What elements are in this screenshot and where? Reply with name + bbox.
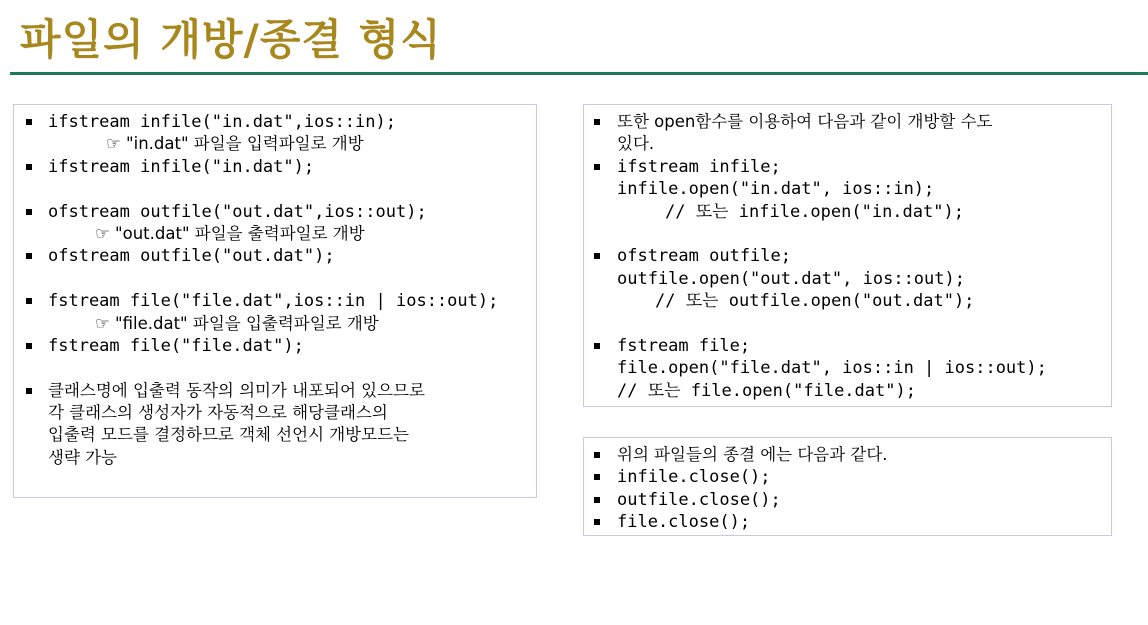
code-comment-text: // 또는 outfile.open("out.dat"); bbox=[655, 291, 975, 312]
bullet-icon bbox=[594, 343, 600, 349]
code-line bbox=[584, 268, 1111, 290]
bullet-icon bbox=[26, 388, 32, 394]
code-comment-text: // 또는 infile.open("in.dat"); bbox=[665, 201, 964, 222]
list-item bbox=[584, 444, 1111, 466]
code-line: ofstream outfile("out.dat",ios::out); bbox=[48, 201, 427, 222]
list-item bbox=[584, 111, 1111, 133]
list-item bbox=[14, 111, 536, 133]
desc-line-text: 생략 가능 bbox=[48, 447, 118, 467]
desc-line bbox=[14, 424, 536, 446]
desc-line-text: 각 클래스의 생성자가 자동적으로 해당클래스의 bbox=[48, 403, 388, 423]
bullet-icon bbox=[594, 497, 600, 503]
code-comment bbox=[584, 290, 1111, 312]
code-comment bbox=[584, 380, 1111, 402]
bullet-icon bbox=[594, 474, 600, 480]
list-note bbox=[14, 133, 536, 155]
note-text: ☞ "in.dat" 파일을 입력파일로 개방 bbox=[106, 134, 364, 154]
code-line: file.close(); bbox=[617, 512, 751, 533]
list-item bbox=[14, 335, 536, 357]
bullet-icon bbox=[26, 253, 32, 259]
code-line: ifstream infile("in.dat",ios::in); bbox=[48, 112, 396, 132]
list-item bbox=[584, 466, 1111, 488]
intro-line bbox=[584, 133, 1111, 155]
note-text: ☞ "file.dat" 파일을 입출력파일로 개방 bbox=[95, 313, 379, 333]
code-line: outfile.close(); bbox=[617, 489, 781, 510]
list-note bbox=[14, 223, 536, 245]
code-line: ofstream outfile; bbox=[617, 246, 791, 267]
bullet-icon bbox=[26, 119, 32, 125]
code-line: infile.close(); bbox=[617, 467, 771, 488]
bullet-icon bbox=[594, 253, 600, 259]
intro-line: 또한 open함수를 이용하여 다음과 같이 개방할 수도 bbox=[617, 112, 993, 131]
open-syntax-panel bbox=[13, 104, 537, 498]
list-item bbox=[584, 489, 1111, 511]
title-divider bbox=[10, 72, 1148, 75]
desc-line-text: 입출력 모드를 결정하므로 객체 선언시 개방모드는 bbox=[48, 425, 409, 445]
bullet-icon bbox=[26, 164, 32, 170]
bullet-icon bbox=[594, 452, 600, 458]
bullet-icon bbox=[594, 164, 600, 170]
page-title: 파일의 개방/종결 형식 bbox=[20, 15, 442, 64]
list-item bbox=[584, 511, 1111, 533]
bullet-icon bbox=[594, 119, 600, 125]
intro-line-text: 있다. bbox=[617, 134, 655, 154]
list-item bbox=[14, 245, 536, 267]
code-line: fstream file("file.dat"); bbox=[48, 335, 304, 356]
code-line-text: infile.open("in.dat", ios::in); bbox=[617, 179, 935, 200]
list-note bbox=[14, 313, 536, 335]
close-function-panel bbox=[583, 437, 1112, 536]
desc-line: 클래스명에 입출력 동작의 의미가 내포되어 있으므로 bbox=[48, 380, 425, 400]
code-line bbox=[584, 178, 1111, 200]
code-line: ofstream outfile("out.dat"); bbox=[48, 246, 335, 267]
code-line: ifstream infile; bbox=[617, 156, 781, 177]
code-line: fstream file("file.dat",ios::in | ios::out); bbox=[48, 291, 499, 312]
code-comment-text: // 또는 file.open("file.dat"); bbox=[617, 380, 916, 401]
list-item bbox=[584, 156, 1111, 178]
desc-line bbox=[14, 402, 536, 424]
code-line: ifstream infile("in.dat"); bbox=[48, 156, 315, 177]
desc-line bbox=[14, 447, 536, 469]
open-function-panel bbox=[583, 104, 1112, 407]
code-line-text: file.open("file.dat", ios::in | ios::out); bbox=[617, 358, 1047, 379]
bullet-icon bbox=[26, 298, 32, 304]
list-item bbox=[14, 201, 536, 223]
list-item bbox=[584, 335, 1111, 357]
close-intro: 위의 파일들의 종결 에는 다음과 같다. bbox=[617, 445, 888, 464]
bullet-icon bbox=[26, 209, 32, 215]
bullet-icon bbox=[26, 343, 32, 349]
note-text: ☞ "out.dat" 파일을 출력파일로 개방 bbox=[95, 223, 365, 243]
list-item bbox=[14, 380, 536, 402]
code-line: fstream file; bbox=[617, 335, 751, 356]
list-item bbox=[14, 156, 536, 178]
code-line-text: outfile.open("out.dat", ios::out); bbox=[617, 268, 965, 289]
code-comment bbox=[584, 201, 1111, 223]
bullet-icon bbox=[594, 519, 600, 525]
list-item bbox=[584, 245, 1111, 267]
list-item bbox=[14, 290, 536, 312]
code-line bbox=[584, 357, 1111, 379]
